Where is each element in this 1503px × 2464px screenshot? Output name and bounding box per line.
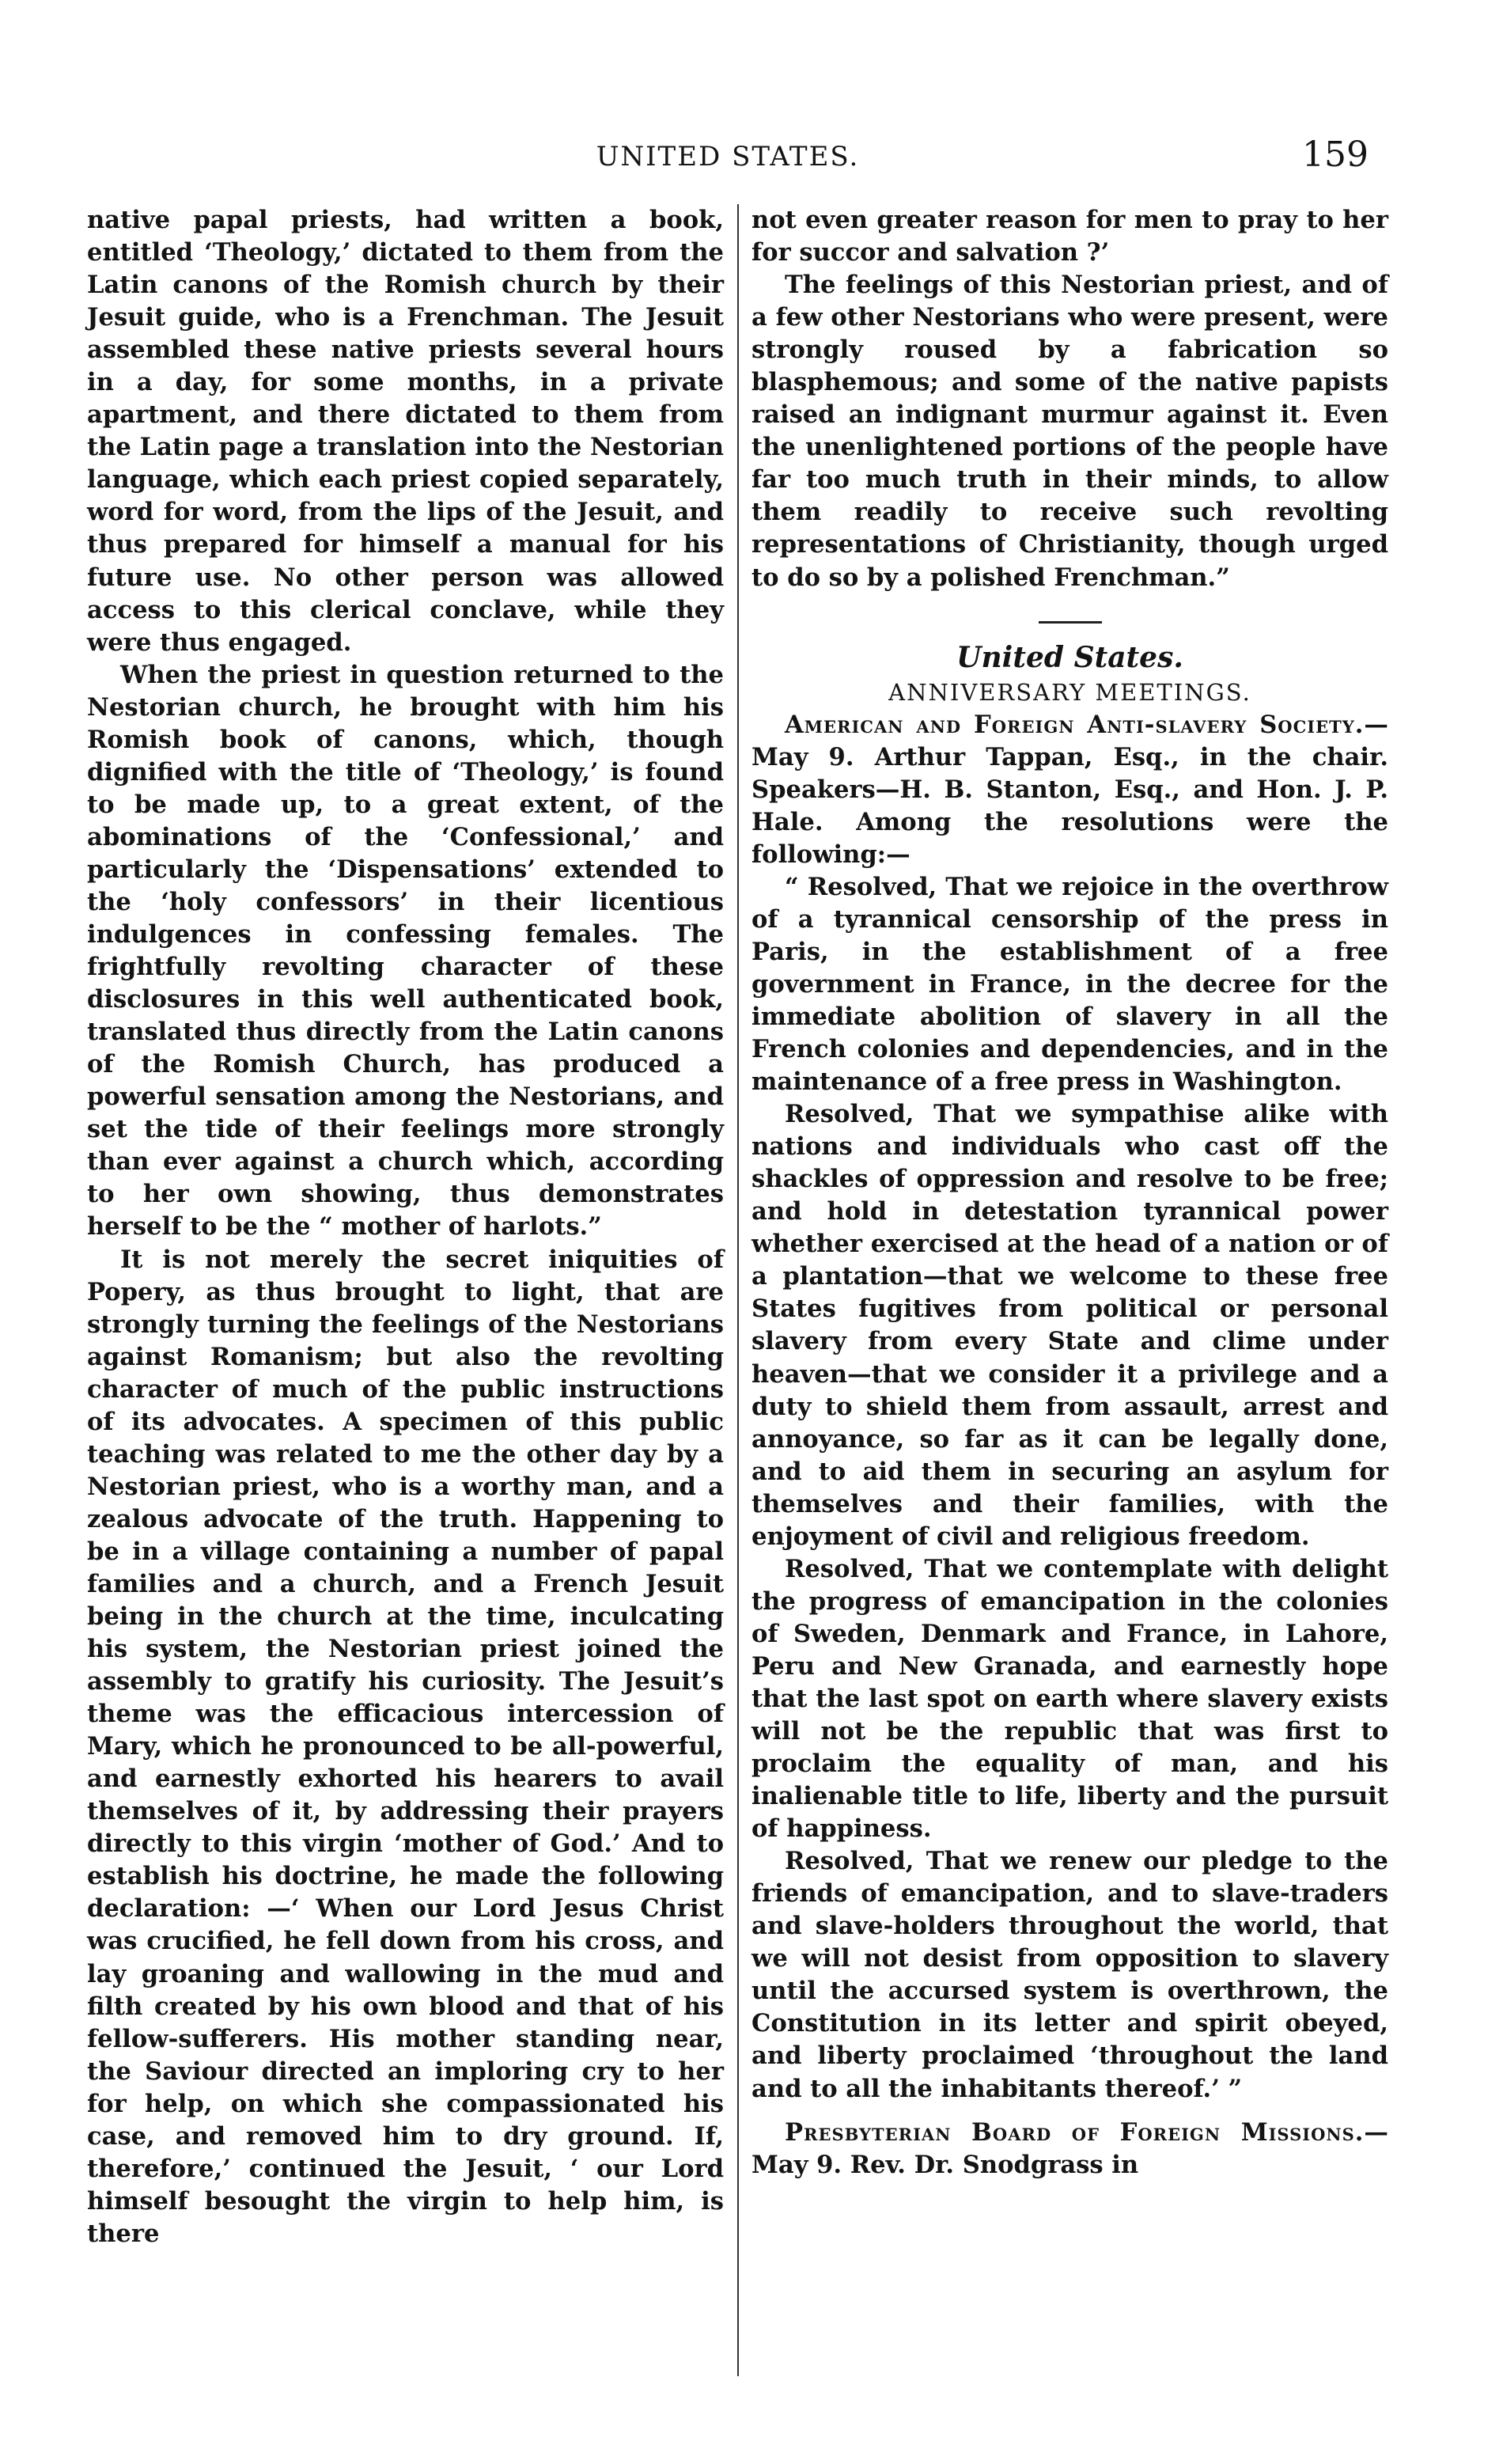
column-divider — [737, 204, 739, 2376]
page-number: 159 — [1302, 135, 1369, 175]
society-paragraph — [752, 709, 1388, 871]
running-head — [87, 135, 1369, 180]
paragraph: When the priest in question returned to the Nestorian church, he brought with him his Romish book of canons, which, though dignified with the title of ‘Theology,’ is found to be made up, to a great extent, of the abominations of the ‘Confessional,’ and particularly the ‘Dispensations’ extended to the ‘holy confessors’ in their licentious indulgences in confessing females. The frightfully revolting character of these disclosures in this well authenticated book, translated thus directly from the Latin canons of the Romish Church, has produced a powerful sensation among the Nestorians, and set the tide of their feelings more strongly than ever against a church which, according to her own showing, thus demonstrates herself to be the “ mother of harlots.” — [87, 660, 724, 1241]
section-heading: United States. — [956, 640, 1183, 674]
resolution: Resolved, That we renew our pledge to the friends of emancipation, and to slave-traders and slave-holders throughout the world, that we will not desist from opposition to slavery until the accursed system is overthrown, the Constitution in its letter and spirit obeyed, and liberty proclaimed ‘throughout the land and to all the inhabitants thereof.’ ” — [752, 1847, 1388, 2103]
resolution: Resolved, That we contemplate with delight the progress of emancipation in the colonies of Sweden, Denmark and France, in Lahore, Peru and New Granada, and earnestly hope that the last spot on earth where slavery exists will not be the republic that was first to proclaim the equality of man, and his inalienable title to life, liberty and the pursuit of happiness. — [752, 1554, 1388, 1844]
section-rule — [1039, 621, 1102, 624]
board-name: Presbyterian Board of Foreign Missions. — [785, 2117, 1365, 2147]
paragraph: native papal priests, had written a book, entitled ‘Theology,’ dictated to them from the Latin canons of the Romish church by their Jesuit guide, who is a Frenchman. The Jesuit assembled these native priests several hours in a day, for some months, in a private apartment, and there dictated to them from the Latin page a translation into the Nestorian language, which each priest copied separately, word for word, from the lips of the Jesuit, and thus prepared for himself a manual for his future use. No other person was allowed access to this clerical conclave, while they were thus engaged. — [87, 206, 724, 657]
left-column — [87, 204, 724, 2250]
running-title: UNITED STATES. — [596, 141, 860, 172]
paragraph: The feelings of this Nestorian priest, and of a few other Nestorians who were present, were strongly roused by a fabrication so blasphemous; and some of the native papists raised an indignant murmur against it. Even the unenlightened portions of the people have far too much truth in their minds, to allow them readily to receive such revolting representations of Christianity, though urged to do so by a polished Frenchman.” — [752, 271, 1388, 592]
society-text: —May 9. Arthur Tappan, Esq., in the chair. Speakers—H. B. Stanton, Esq., and Hon. J. P. Hale. Among the resolutions were the following:— — [752, 710, 1388, 869]
resolution: “ Resolved, That we rejoice in the overthrow of a tyrannical censorship of the press in Paris, in the establishment of a free government in France, in the decree for the immediate abolition of slavery in all the French colonies and dependencies, and in the maintenance of a free press in Washington. — [752, 872, 1388, 1097]
board-paragraph — [752, 2117, 1388, 2182]
right-column — [752, 204, 1388, 2182]
paragraph: not even greater reason for men to pray to her for succor and salvation ?’ — [752, 206, 1388, 267]
resolution: Resolved, That we sympathise alike with nations and individuals who cast off the shackles of oppression and resolve to be free; and hold in detestation tyrannical power whether exercised at the head of a nation or of a plantation—that we welcome to these free States fugitives from political or personal slavery from every State and clime under heaven—that we consider it a privilege and a duty to shield them from assault, arrest and annoyance, so far as it can be legally done, and to aid them in securing an asylum for themselves and their families, with the enjoyment of civil and religious freedom. — [752, 1100, 1388, 1551]
subheading: ANNIVERSARY MEETINGS. — [888, 678, 1251, 706]
paragraph: It is not merely the secret iniquities of Popery, as thus brought to light, that are strongly turning the feelings of the Nestorians against Romanism; but also the revolting character of much of the public instructions of its advocates. A specimen of this public teaching was related to me the other day by a Nestorian priest, who is a worthy man, and a zealous advocate of the truth. Happening to be in a village containing a number of papal families and a church, and a French Jesuit being in the church at the time, inculcating his system, the Nestorian priest joined the assembly to gratify his curiosity. The Jesuit’s theme was the efficacious intercession of Mary, which he pronounced to be all-powerful, and earnestly exhorted his hearers to avail themselves of it, by addressing their prayers directly to this virgin ‘mother of God.’ And to establish his doctrine, he made the following declaration: —‘ When our Lord Jesus Christ was crucified, he fell down from his cross, and lay groaning and wallowing in the mud and filth created by his own blood and that of his fellow-sufferers. His mother standing near, the Saviour directed an imploring cry to her for help, on which she compassionated his case, and removed him to dry ground. If, therefore,’ continued the Jesuit, ‘ our Lord himself besought the virgin to help him, is there — [87, 1245, 724, 2248]
board-text: —May 9. Rev. Dr. Snodgrass in — [752, 2117, 1388, 2179]
society-name: American and Foreign Anti-slavery Society. — [785, 710, 1365, 739]
